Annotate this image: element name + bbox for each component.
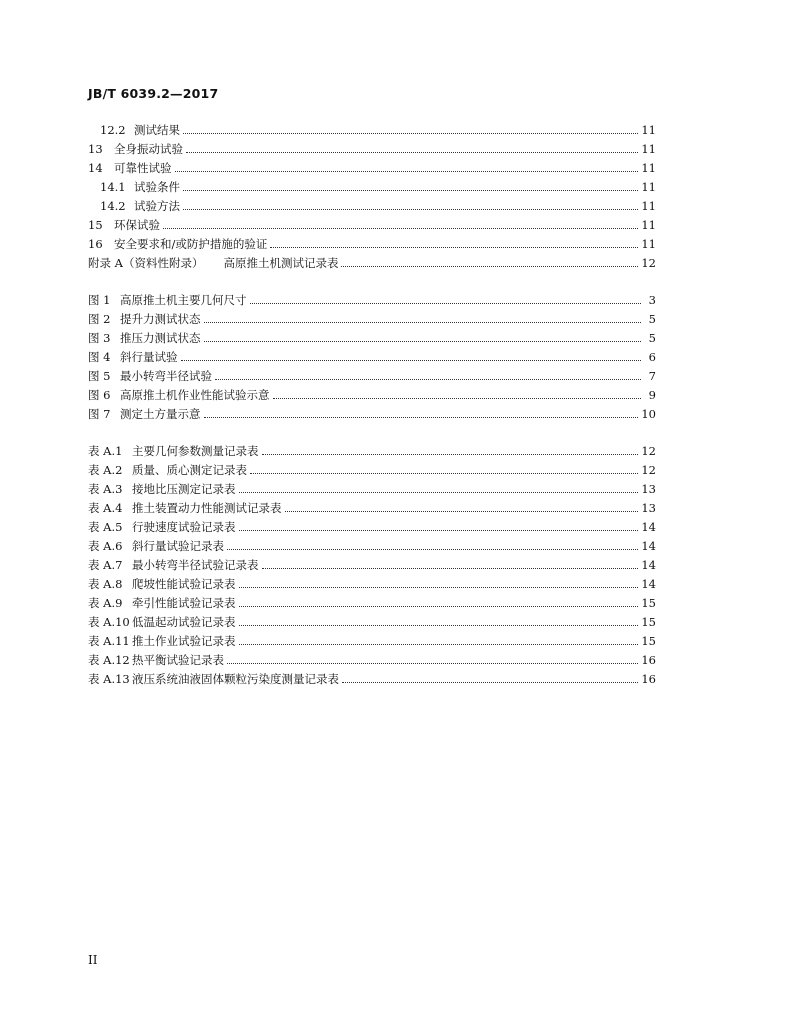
table-entry-page: 14	[641, 520, 656, 534]
figure-entry-number: 图 4	[88, 350, 111, 364]
table-entry-page: 13	[641, 501, 656, 515]
table-entry-title: 行驶速度试验记录表	[132, 520, 236, 534]
dot-leader	[250, 303, 642, 304]
figure-entry[interactable]	[88, 326, 656, 345]
dot-leader	[270, 247, 638, 248]
section-entry[interactable]	[88, 232, 656, 251]
table-entry-page: 12	[641, 444, 656, 458]
figure-entry[interactable]	[88, 364, 656, 383]
table-entry-number: 表 A.6	[88, 539, 123, 553]
dot-leader	[250, 473, 638, 474]
section-entry-page: 11	[641, 123, 656, 137]
section-entry[interactable]	[88, 118, 656, 137]
section-entry-number: 15	[88, 218, 103, 232]
section-entry-page: 11	[641, 142, 656, 156]
table-entry-page: 14	[641, 577, 656, 591]
figure-entry[interactable]	[88, 307, 656, 326]
section-entry-title: 试验条件	[134, 180, 180, 194]
table-entry[interactable]	[88, 553, 656, 572]
section-entry-title: 安全要求和/或防护措施的验证	[114, 237, 268, 251]
table-entry-page: 14	[641, 558, 656, 572]
table-entry-page: 16	[641, 672, 656, 686]
section-entry-number: 14	[88, 161, 103, 175]
toc-figures-list	[88, 288, 656, 421]
table-entry-title: 牵引性能试验记录表	[132, 596, 236, 610]
table-entry-number: 表 A.11	[88, 634, 130, 648]
figure-entry-page: 10	[641, 407, 656, 421]
table-entry-number: 表 A.9	[88, 596, 123, 610]
section-entry-number: 附录 A（资料性附录）	[88, 256, 204, 270]
figure-entry-page: 3	[648, 293, 656, 307]
section-entry-title: 试验方法	[134, 199, 180, 213]
figure-entry-title: 测定土方量示意	[120, 407, 201, 421]
table-entry[interactable]	[88, 534, 656, 553]
figure-entry[interactable]	[88, 288, 656, 307]
dot-leader	[183, 190, 638, 191]
dot-leader	[163, 228, 638, 229]
table-entry-number: 表 A.13	[88, 672, 130, 686]
table-entry-number: 表 A.12	[88, 653, 130, 667]
page-number: II	[88, 953, 98, 967]
table-entry[interactable]	[88, 572, 656, 591]
dot-leader	[341, 266, 638, 267]
dot-leader	[175, 171, 639, 172]
section-entry-title: 测试结果	[134, 123, 180, 137]
table-entry-number: 表 A.8	[88, 577, 123, 591]
section-entry[interactable]	[88, 194, 656, 213]
dot-leader	[239, 530, 639, 531]
table-entry[interactable]	[88, 439, 656, 458]
table-entry[interactable]	[88, 591, 656, 610]
section-entry-page: 11	[641, 180, 656, 194]
figure-entry[interactable]	[88, 345, 656, 364]
table-entry-title: 热平衡试验记录表	[132, 653, 224, 667]
dot-leader	[215, 379, 641, 380]
figure-entry[interactable]	[88, 402, 656, 421]
section-entry-number: 14.1	[100, 180, 126, 194]
table-entry[interactable]	[88, 648, 656, 667]
table-entry-number: 表 A.1	[88, 444, 123, 458]
section-entry[interactable]	[88, 175, 656, 194]
figure-entry-title: 高原推土机主要几何尺寸	[120, 293, 247, 307]
section-entry-page: 12	[641, 256, 656, 270]
table-entry[interactable]	[88, 610, 656, 629]
toc-tables-list	[88, 439, 656, 686]
figure-entry-title: 斜行量试验	[120, 350, 178, 364]
dot-leader	[262, 454, 639, 455]
table-entry[interactable]	[88, 629, 656, 648]
figure-entry[interactable]	[88, 383, 656, 402]
table-entry-page: 15	[641, 596, 656, 610]
table-entry[interactable]	[88, 496, 656, 515]
section-entry-number: 12.2	[100, 123, 126, 137]
dot-leader	[239, 492, 639, 493]
dot-leader	[186, 152, 638, 153]
table-entry-title: 主要几何参数测量记录表	[132, 444, 259, 458]
figure-entry-title: 推压力测试状态	[120, 331, 201, 345]
table-entry-page: 16	[641, 653, 656, 667]
table-entry-page: 13	[641, 482, 656, 496]
table-entry-page: 12	[641, 463, 656, 477]
figure-entry-title: 最小转弯半径试验	[120, 369, 212, 383]
figure-entry-title: 高原推土机作业性能试验示意	[120, 388, 270, 402]
dot-leader	[181, 360, 642, 361]
table-entry-page: 14	[641, 539, 656, 553]
dot-leader	[204, 417, 639, 418]
section-entry-number: 13	[88, 142, 103, 156]
section-entry-page: 11	[641, 161, 656, 175]
table-entry-number: 表 A.7	[88, 558, 123, 572]
dot-leader	[227, 663, 638, 664]
table-entry[interactable]	[88, 458, 656, 477]
figure-entry-number: 图 2	[88, 312, 111, 326]
figure-entry-number: 图 7	[88, 407, 111, 421]
table-entry-title: 推土装置动力性能测试记录表	[132, 501, 282, 515]
table-entry-title: 接地比压测定记录表	[132, 482, 236, 496]
section-entry-page: 11	[641, 237, 656, 251]
dot-leader	[227, 549, 638, 550]
section-entry-number: 16	[88, 237, 103, 251]
section-entry-title: 环保试验	[114, 218, 160, 232]
dot-leader	[342, 682, 638, 683]
table-entry[interactable]	[88, 667, 656, 686]
dot-leader	[183, 209, 638, 210]
dot-leader	[273, 398, 642, 399]
table-entry-title: 爬坡性能试验记录表	[132, 577, 236, 591]
table-entry-title: 液压系统油液固体颗粒污染度测量记录表	[132, 672, 339, 686]
table-entry-number: 表 A.5	[88, 520, 123, 534]
section-entry-title: 全身振动试验	[114, 142, 183, 156]
dot-leader	[239, 625, 639, 626]
table-entry-number: 表 A.3	[88, 482, 123, 496]
figure-entry-number: 图 1	[88, 293, 111, 307]
dot-leader	[239, 644, 639, 645]
figure-entry-number: 图 6	[88, 388, 111, 402]
section-entry-title: 可靠性试验	[114, 161, 172, 175]
dot-leader	[183, 133, 638, 134]
figure-entry-page: 9	[648, 388, 656, 402]
dot-leader	[204, 322, 642, 323]
table-entry-number: 表 A.10	[88, 615, 130, 629]
table-entry-page: 15	[641, 634, 656, 648]
section-entry[interactable]	[88, 156, 656, 175]
table-entry-title: 最小转弯半径试验记录表	[132, 558, 259, 572]
dot-leader	[239, 587, 639, 588]
table-entry-title: 推土作业试验记录表	[132, 634, 236, 648]
dot-leader	[239, 606, 639, 607]
section-entry-page: 11	[641, 199, 656, 213]
figure-entry-page: 6	[648, 350, 656, 364]
figure-entry-page: 5	[648, 312, 656, 326]
figure-entry-title: 提升力测试状态	[120, 312, 201, 326]
figure-entry-page: 5	[648, 331, 656, 345]
table-entry-title: 斜行量试验记录表	[132, 539, 224, 553]
table-entry-page: 15	[641, 615, 656, 629]
dot-leader	[285, 511, 639, 512]
section-entry-page: 11	[641, 218, 656, 232]
figure-entry-page: 7	[648, 369, 656, 383]
section-entry-title: 高原推土机测试记录表	[223, 256, 339, 270]
section-entry[interactable]	[88, 137, 656, 156]
table-entry-title: 低温起动试验记录表	[132, 615, 236, 629]
table-entry-number: 表 A.4	[88, 501, 123, 515]
toc-sections-list	[88, 118, 656, 270]
table-entry[interactable]	[88, 515, 656, 534]
table-entry[interactable]	[88, 477, 656, 496]
section-entry[interactable]	[88, 213, 656, 232]
table-entry-title: 质量、质心测定记录表	[132, 463, 247, 477]
figure-entry-number: 图 5	[88, 369, 111, 383]
section-entry[interactable]	[88, 251, 656, 270]
dot-leader	[204, 341, 642, 342]
table-entry-number: 表 A.2	[88, 463, 123, 477]
standard-number: JB/T 6039.2—2017	[88, 86, 219, 101]
dot-leader	[262, 568, 639, 569]
figure-entry-number: 图 3	[88, 331, 111, 345]
section-entry-number: 14.2	[100, 199, 126, 213]
